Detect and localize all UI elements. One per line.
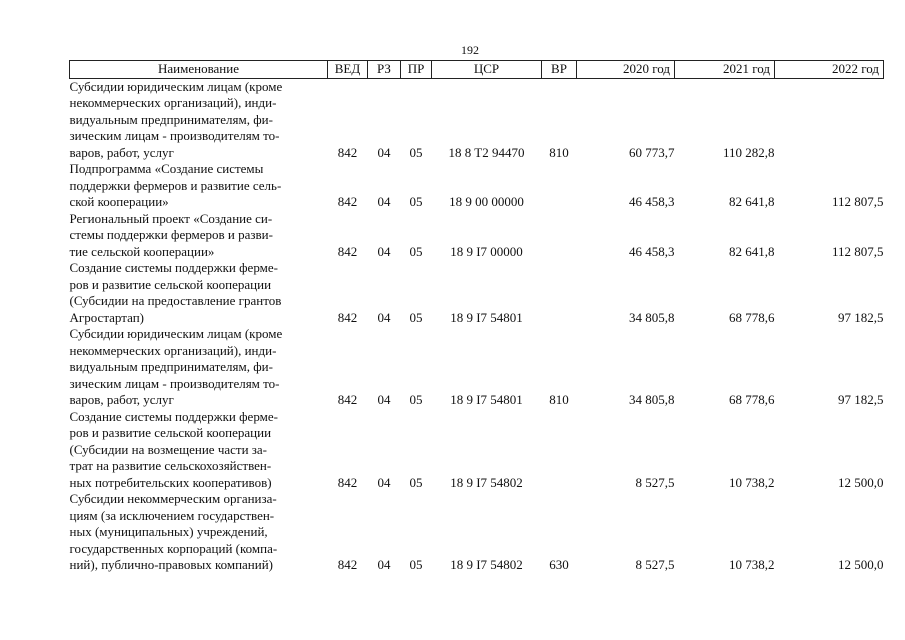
row-name-line: тие сельской кооперации» bbox=[69, 243, 215, 259]
csr-cell: 18 8 T2 94470 bbox=[448, 144, 525, 160]
row-name-line: видуальным предпринимателям, фи- bbox=[69, 359, 273, 374]
col-header-2022: 2022 год bbox=[775, 61, 884, 79]
page-number: 192 bbox=[461, 43, 479, 57]
ved-cell: 842 bbox=[337, 243, 358, 259]
ved-cell: 842 bbox=[337, 557, 358, 572]
rz-cell: 04 bbox=[377, 392, 391, 407]
row-name-cell bbox=[70, 78, 328, 161]
csr-cell: 18 9 I7 54802 bbox=[450, 557, 523, 572]
row-name-line: Создание системы поддержки ферме- bbox=[69, 260, 278, 275]
amount-2022-cell: 12 500,0 bbox=[838, 474, 884, 490]
budget-table bbox=[69, 60, 884, 574]
row-name-line: видуальным предпринимателям, фи- bbox=[69, 111, 273, 127]
table-row bbox=[70, 326, 884, 409]
row-name-line: ний), публично-правовых компаний) bbox=[69, 557, 274, 572]
col-header-2020: 2020 год bbox=[577, 61, 675, 79]
ved-cell: 842 bbox=[337, 194, 358, 209]
row-name-line: поддержки фермеров и развитие сель- bbox=[69, 177, 282, 193]
row-name-line: некоммерческих организаций), инди- bbox=[69, 95, 277, 110]
row-name-line: варов, работ, услуг bbox=[69, 392, 174, 407]
amount-2020-cell: 60 773,7 bbox=[629, 144, 675, 160]
table-row bbox=[70, 491, 884, 574]
rz-cell: 04 bbox=[377, 243, 391, 259]
row-name-cell bbox=[70, 211, 328, 261]
row-name-line: трат на развитие сельскохозяйствен- bbox=[69, 458, 272, 473]
row-name-line: Субсидии некоммерческим организа- bbox=[69, 491, 277, 506]
row-name-cell bbox=[70, 326, 328, 409]
amount-2021-cell: 68 778,6 bbox=[729, 309, 775, 325]
col-header-vr: ВР bbox=[542, 61, 577, 79]
amount-2022-cell: 97 182,5 bbox=[838, 309, 884, 325]
csr-cell: 18 9 I7 00000 bbox=[450, 243, 523, 259]
table-header-row bbox=[70, 61, 884, 79]
table-row bbox=[70, 161, 884, 211]
amount-2020-cell: 8 527,5 bbox=[635, 557, 675, 572]
vr-cell bbox=[542, 161, 577, 211]
rz-cell: 04 bbox=[377, 194, 391, 209]
row-name-line: ров и развитие сельской кооперации bbox=[69, 276, 272, 292]
col-header-pr: ПР bbox=[401, 61, 432, 79]
amount-2021-cell: 10 738,2 bbox=[729, 557, 775, 572]
row-name-line: стемы поддержки фермеров и разви- bbox=[69, 227, 273, 242]
amount-2021-cell: 110 282,8 bbox=[722, 144, 775, 160]
amount-2022-cell: 97 182,5 bbox=[838, 392, 884, 407]
csr-cell: 18 9 I7 54801 bbox=[450, 309, 523, 325]
vr-cell bbox=[542, 260, 577, 326]
rz-cell: 04 bbox=[377, 474, 391, 490]
rz-cell: 04 bbox=[377, 309, 391, 325]
row-name-cell bbox=[70, 491, 328, 574]
ved-cell: 842 bbox=[337, 392, 358, 407]
amount-2022-cell: 112 807,5 bbox=[831, 194, 884, 209]
csr-cell: 18 9 00 00000 bbox=[449, 194, 524, 209]
amount-2021-cell: 68 778,6 bbox=[729, 392, 775, 407]
amount-2022-cell: 12 500,0 bbox=[838, 557, 884, 572]
csr-cell: 18 9 I7 54802 bbox=[450, 474, 523, 490]
pr-cell: 05 bbox=[409, 309, 423, 325]
vr-cell: 810 bbox=[549, 392, 569, 407]
row-name-cell bbox=[70, 409, 328, 492]
row-name-line: (Субсидии на возмещение части за- bbox=[69, 441, 268, 457]
row-name-line: ных (муниципальных) учреждений, bbox=[69, 524, 268, 539]
pr-cell: 05 bbox=[409, 392, 423, 407]
row-name-line: Создание системы поддержки ферме- bbox=[69, 408, 278, 424]
amount-2020-cell: 34 805,8 bbox=[629, 309, 675, 325]
col-header-rz: РЗ bbox=[368, 61, 401, 79]
vr-cell bbox=[542, 211, 577, 261]
row-name-line: варов, работ, услуг bbox=[69, 144, 174, 160]
table-row bbox=[70, 78, 884, 161]
pr-cell: 05 bbox=[409, 474, 423, 490]
col-header-2021: 2021 год bbox=[675, 61, 775, 79]
pr-cell: 05 bbox=[409, 243, 423, 259]
row-name-line: зическим лицам - производителям то- bbox=[69, 375, 280, 391]
amount-2021-cell: 82 641,8 bbox=[729, 243, 775, 259]
vr-cell: 630 bbox=[549, 557, 569, 572]
ved-cell: 842 bbox=[337, 474, 358, 490]
table-row bbox=[70, 260, 884, 326]
row-name-line: государственных корпораций (компа- bbox=[69, 540, 278, 556]
row-name-line: ных потребительских кооперативов) bbox=[69, 474, 272, 490]
amount-2020-cell: 8 527,5 bbox=[635, 474, 675, 490]
col-header-ved: ВЕД bbox=[328, 61, 368, 79]
row-name-line: ров и развитие сельской кооперации bbox=[69, 425, 272, 440]
row-name-cell bbox=[70, 161, 328, 211]
row-name-cell bbox=[70, 260, 328, 326]
row-name-line: некоммерческих организаций), инди- bbox=[69, 342, 277, 358]
row-name-line: Подпрограмма «Создание системы bbox=[69, 161, 264, 176]
pr-cell: 05 bbox=[409, 194, 423, 209]
amount-2020-cell: 46 458,3 bbox=[629, 194, 675, 209]
amount-2020-cell: 46 458,3 bbox=[629, 243, 675, 259]
table-row bbox=[70, 211, 884, 261]
row-name-line: Региональный проект «Создание си- bbox=[69, 210, 273, 226]
row-name-line: Субсидии юридическим лицам (кроме bbox=[69, 78, 283, 94]
col-header-csr: ЦСР bbox=[432, 61, 542, 79]
pr-cell: 05 bbox=[409, 557, 423, 572]
amount-2022-cell: 112 807,5 bbox=[831, 243, 884, 259]
ved-cell: 842 bbox=[337, 144, 358, 160]
pr-cell: 05 bbox=[409, 144, 423, 160]
amount-2020-cell: 34 805,8 bbox=[629, 392, 675, 407]
table-body bbox=[70, 78, 884, 574]
row-name-line: зическим лицам - производителям то- bbox=[69, 128, 280, 143]
amount-2022-cell bbox=[775, 78, 884, 161]
ved-cell: 842 bbox=[337, 309, 358, 325]
csr-cell: 18 9 I7 54801 bbox=[450, 392, 523, 407]
rz-cell: 04 bbox=[377, 144, 391, 160]
amount-2021-cell: 10 738,2 bbox=[729, 474, 775, 490]
row-name-line: (Субсидии на предоставление грантов bbox=[69, 293, 282, 308]
row-name-line: Агростартап) bbox=[69, 309, 144, 325]
vr-cell bbox=[542, 409, 577, 492]
vr-cell: 810 bbox=[549, 144, 569, 160]
row-name-line: ской кооперации» bbox=[69, 194, 169, 209]
rz-cell: 04 bbox=[377, 557, 391, 572]
amount-2021-cell: 82 641,8 bbox=[729, 194, 775, 209]
row-name-line: циям (за исключением государствен- bbox=[69, 507, 275, 523]
col-header-name: Наименование bbox=[70, 61, 328, 79]
table-row bbox=[70, 409, 884, 492]
row-name-line: Субсидии юридическим лицам (кроме bbox=[69, 326, 283, 341]
